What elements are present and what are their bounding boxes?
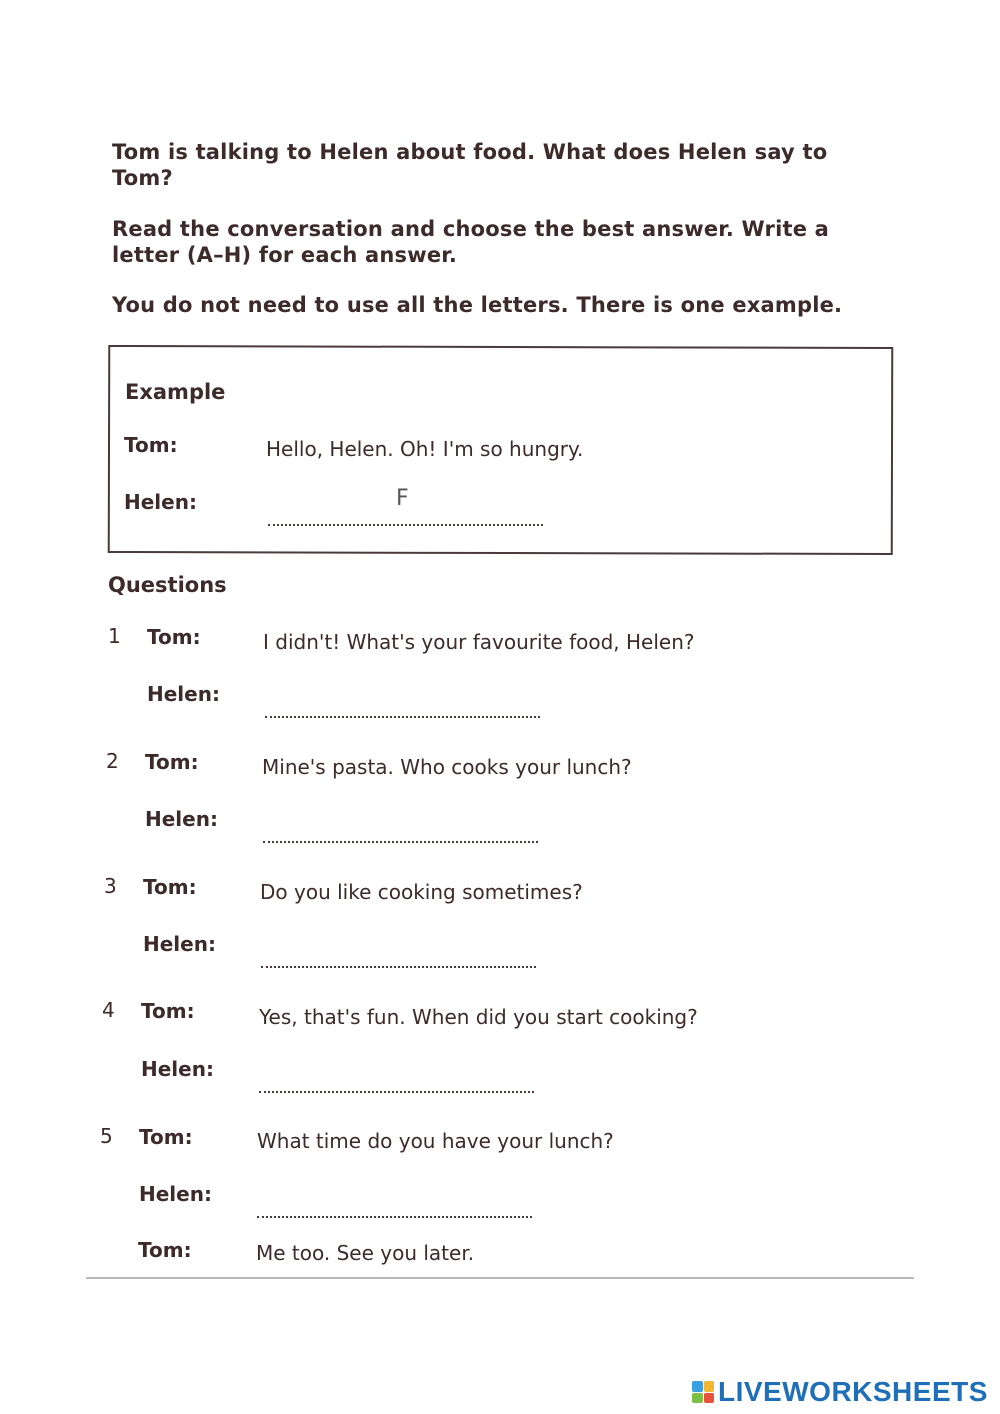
question-tom-label: Tom: bbox=[147, 625, 201, 649]
liveworksheets-logo-icon bbox=[692, 1381, 714, 1403]
question-tom-label: Tom: bbox=[145, 750, 199, 774]
question-tom-line: Yes, that's fun. When did you start cooking? bbox=[259, 1005, 698, 1029]
example-heading: Example bbox=[125, 380, 226, 404]
example-answer: F bbox=[396, 486, 409, 511]
bottom-divider bbox=[86, 1277, 914, 1279]
instruction-1: Tom is talking to Helen about food. What does Helen say to Tom? bbox=[112, 140, 828, 190]
answer-blank-1[interactable] bbox=[265, 714, 540, 718]
example-tom-line: Hello, Helen. Oh! I'm so hungry. bbox=[266, 437, 584, 461]
question-number: 3 bbox=[104, 874, 117, 898]
answer-blank-4[interactable] bbox=[259, 1089, 534, 1093]
question-number: 4 bbox=[102, 998, 115, 1022]
question-tom-line: Mine's pasta. Who cooks your lunch? bbox=[262, 755, 632, 779]
example-tom-label: Tom: bbox=[124, 433, 178, 457]
question-helen-label: Helen: bbox=[147, 682, 220, 706]
instruction-2: Read the conversation and choose the best answer. Write a letter (A–H) for each answer. bbox=[112, 217, 830, 267]
question-tom-label: Tom: bbox=[141, 999, 195, 1023]
example-helen-label: Helen: bbox=[124, 490, 197, 514]
answer-blank-2[interactable] bbox=[263, 839, 538, 843]
question-tom-line: I didn't! What's your favourite food, Helen? bbox=[263, 630, 695, 654]
question-tom-label: Tom: bbox=[143, 875, 197, 899]
question-helen-label: Helen: bbox=[145, 807, 218, 831]
question-helen-label: Helen: bbox=[141, 1057, 214, 1081]
questions-heading: Questions bbox=[108, 573, 227, 597]
closing-tom-line: Me too. See you later. bbox=[256, 1241, 475, 1265]
question-tom-line: Do you like cooking sometimes? bbox=[260, 880, 583, 904]
question-helen-label: Helen: bbox=[139, 1182, 212, 1206]
liveworksheets-logo bbox=[692, 1376, 988, 1408]
question-number: 2 bbox=[106, 749, 119, 773]
answer-blank-3[interactable] bbox=[261, 964, 536, 968]
question-number: 5 bbox=[100, 1124, 113, 1148]
question-tom-line: What time do you have your lunch? bbox=[257, 1129, 614, 1153]
question-tom-label: Tom: bbox=[139, 1125, 193, 1149]
instruction-3: You do not need to use all the letters. There is one example. bbox=[112, 293, 843, 317]
closing-tom-label: Tom: bbox=[138, 1238, 192, 1262]
answer-blank-5[interactable] bbox=[257, 1214, 532, 1218]
example-answer-line bbox=[268, 522, 543, 526]
question-number: 1 bbox=[108, 624, 121, 648]
question-helen-label: Helen: bbox=[143, 932, 216, 956]
brand-name: LIVEWORKSHEETS bbox=[718, 1376, 988, 1407]
